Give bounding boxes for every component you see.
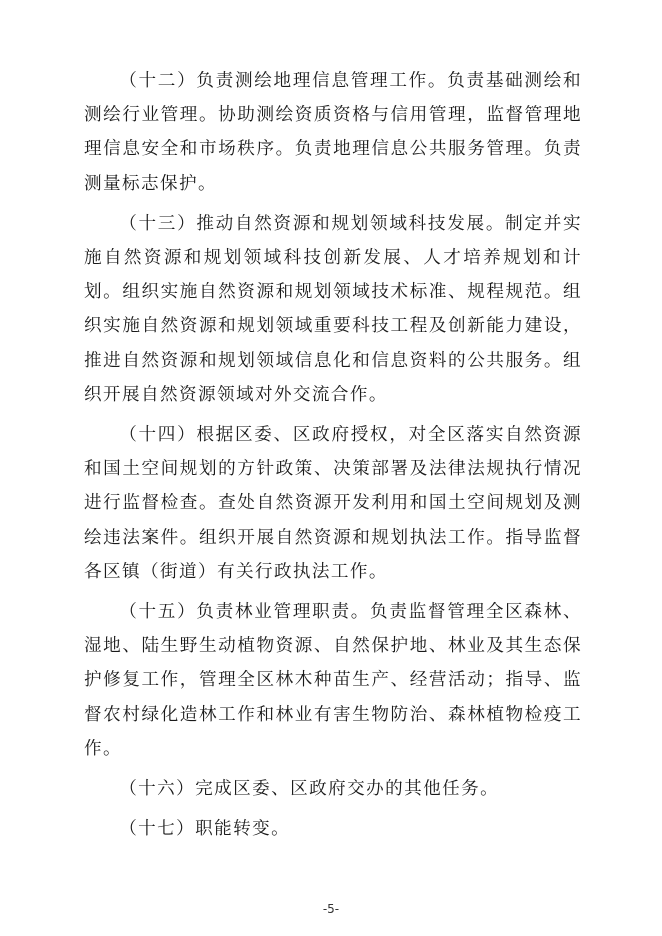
paragraph-17: （十七）职能转变。 (119, 819, 291, 840)
paragraph-16: （十六）完成区委、区政府交办的其他任务。 (119, 779, 500, 800)
paragraph-12: （十二）负责测绘地理信息管理工作。负责基础测绘和测绘行业管理。协助测绘资质资格与信用管理，监督管理地理信息安全和市场秩序。负责地理信息公共服务管理。负责测量标志保护。 (84, 71, 582, 194)
paragraph-13: （十三）推动自然资源和规划领域科技发展。制定并实施自然资源和规划领域科技创新发展、人才培养规划和计划。组织实施自然资源和规划领域技术标准、规程规范。组织实施自然资源和规划领域重要科技工程及创新能力建设，推进自然资源和规划领域信息化和信息资料的公共服务。组织开展自然资源领域对外交流合作。 (84, 213, 582, 405)
paragraph-14: （十四）根据区委、区政府授权，对全区落实自然资源和国土空间规划的方针政策、决策部署及法律法规执行情况进行监督检查。查处自然资源开发利用和国土空间规划及测绘违法案件。组织开展自然资源和规划执法工作。指导监督各区镇（街道）有关行政执法工作。 (84, 425, 582, 582)
paragraph-15: （十五）负责林业管理职责。负责监督管理全区森林、湿地、陆生野生动植物资源、自然保护地、林业及其生态保护修复工作，管理全区林木种苗生产、经营活动；指导、监督农村绿化造林工作和林业有害生物防治、森林植物检疫工作。 (84, 602, 582, 759)
page-number: -5- (322, 902, 340, 916)
document-body (84, 64, 582, 846)
